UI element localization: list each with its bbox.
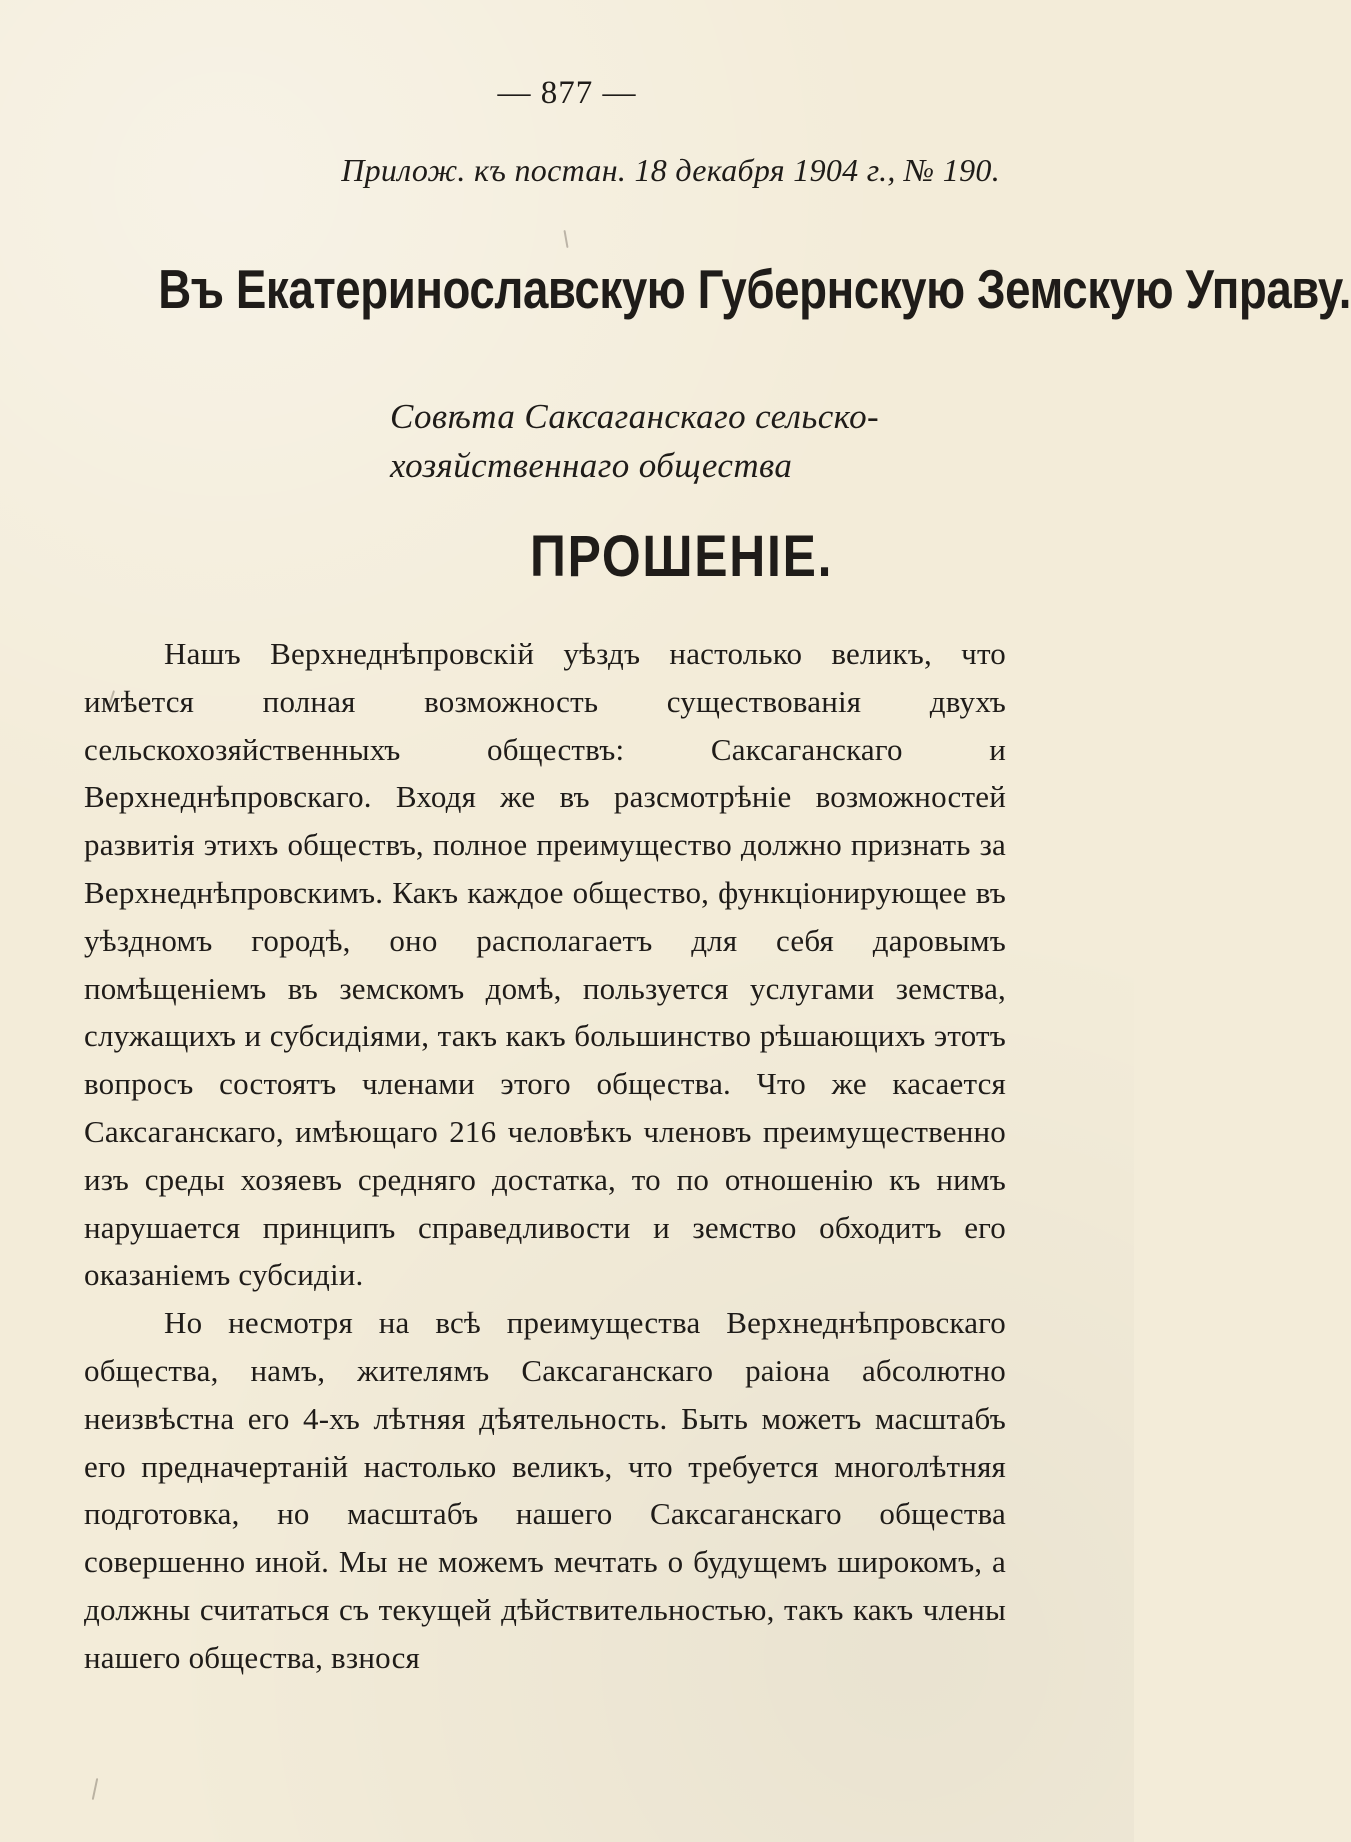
scan-mark-bottom bbox=[92, 1778, 99, 1800]
paragraph-1: Нашъ Верхнеднѣпровскій уѣздъ настолько великъ, что имѣется полная возможность существованія двухъ сельскохозяйственныхъ обществъ: Саксаганскаго и Верхнеднѣпровскаго. Входя же въ разсмотрѣніе возможностей развитія этихъ обществъ, полное преимущество должно признать за Верхнеднѣпровскимъ. Какъ каждое общество, функціонирующее въ уѣздномъ городѣ, оно располагаетъ для себя даровымъ помѣщеніемъ въ земскомъ домѣ, пользуется услугами земства, служащихъ и субсидіями, такъ какъ большинство рѣшающихъ этотъ вопросъ состоятъ членами этого общества. Что же касается Саксаганскаго, имѣющаго 216 человѣкъ членовъ преимущественно изъ среды хозяевъ средняго достатка, то по отношенію къ нимъ нарушается принципъ справедливости и земство обходитъ его оказаніемъ субсидіи. bbox=[84, 636, 1006, 1293]
petition-body bbox=[84, 630, 1006, 1682]
paragraph-2: Но несмотря на всѣ преимущества Верхнеднѣпровскаго общества, намъ, жителямъ Саксаганскаго раіона абсолютно неизвѣстна его 4-хъ лѣтняя дѣятельность. Быть можетъ масштабъ его предначертаній настолько великъ, что требуется многолѣтняя подготовка, но масштабъ нашего Саксаганскаго общества совершенно иной. Мы не можемъ мечтать о будущемъ широкомъ, а должны считаться съ текущей дѣйствительностью, такъ какъ члены нашего общества, взнося bbox=[84, 1305, 1006, 1675]
scan-mark-top bbox=[563, 230, 568, 248]
council-heading-line-2: хозяйственнаго общества bbox=[390, 446, 793, 485]
petition-title: ПРОШЕНІЕ. bbox=[530, 524, 834, 589]
page-number: — 877 — bbox=[497, 75, 637, 111]
addressee-heading: Въ Екатеринославскую Губернскую Земскую Управу. bbox=[158, 258, 1351, 320]
appendix-reference: Прилож. къ постан. 18 декабря 1904 г., № 190. bbox=[341, 152, 1000, 188]
council-heading-line-1: Совѣта Саксаганскаго сельско- bbox=[390, 397, 880, 436]
council-heading bbox=[390, 392, 1010, 490]
